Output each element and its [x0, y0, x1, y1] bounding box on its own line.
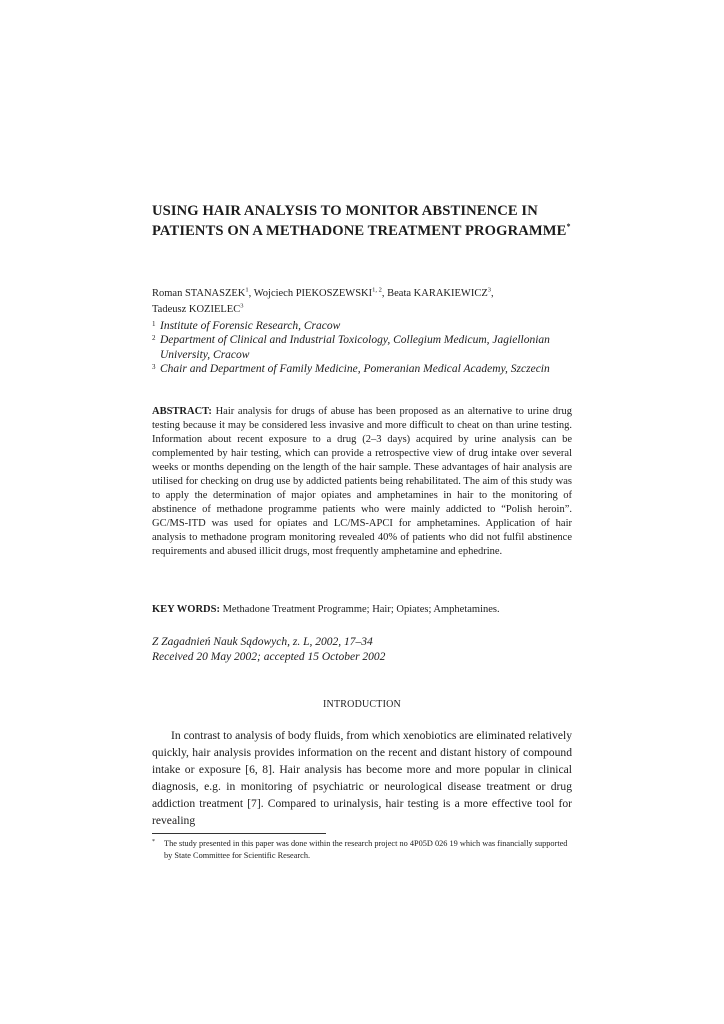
- title-footnote-mark: *: [566, 222, 571, 232]
- abstract: [152, 405, 572, 560]
- abstract-label: ABSTRACT:: [152, 406, 212, 417]
- received-dates: Received 20 May 2002; accepted 15 October 2002: [152, 651, 386, 663]
- keywords-text: Methadone Treatment Programme; Hair; Opiates; Amphetamines.: [222, 604, 500, 615]
- footnote-mark: *: [152, 839, 155, 845]
- author-list: [152, 286, 572, 318]
- footnote: [152, 838, 572, 862]
- journal-citation: Z Zagadnień Nauk Sądowych, z. L, 2002, 17–34: [152, 636, 373, 648]
- affiliation-item: 3 Chair and Department of Family Medicine, Pomeranian Medical Academy, Szczecin: [152, 362, 550, 375]
- author: Roman STANASZEK$^1$,: [152, 286, 254, 299]
- affiliation-item: 2 Department of Clinical and Industrial Toxicology, Collegium Medicum, Jagiellonian University, Cracow: [152, 334, 550, 361]
- keywords-label: KEY WORDS:: [152, 604, 220, 615]
- author: Tadeusz KOZIELEC$^3$: [152, 302, 244, 315]
- keywords: [152, 603, 572, 617]
- footnote-text: The study presented in this paper was done within the research project no 4P05D 026 19 which was financially supported by State Committee for Scientific Research.: [164, 839, 568, 860]
- section-heading: INTRODUCTION: [323, 699, 401, 710]
- abstract-text: Hair analysis for drugs of abuse has been proposed as an alternative to urine drug testing because it may be considered less invasive and more difficult to cheat on than urine testing. Information about recent exposure to a drug (2–3 days) acquired by urine analysis can be complemented by hair testing, which can provide a retrospective view of drug intake over several weeks or months depending on the length of the hair sample. These advantages of hair analysis are utilised for checking on drug use by addicted patients being rehabilitated. The aim of this study was to apply the determination of major opiates and amphetamines in hair to the monitoring of abstinence of methadone programme patients who were mainly addicted to “Polish heroin”. GC/MS-ITD was used for opiates and LC/MS-APCI for amphetamines. Application of hair analysis to methadone program monitoring revealed 40% of patients who did not fulfil abstinence requirements and abused illicit drugs, most frequently amphetamine and ephedrine.: [152, 406, 573, 558]
- paper-title: USING HAIR ANALYSIS TO MONITOR ABSTINENCE IN PATIENTS ON A METHADONE TREATMENT PROGRAMME*: [152, 203, 571, 239]
- affiliation-item: 1 Institute of Forensic Research, Cracow: [152, 320, 341, 332]
- author: Beata KARAKIEWICZ$^3$,: [387, 286, 494, 299]
- author: Wojciech PIEKOSZEWSKI$^{1, 2}$,: [253, 286, 388, 299]
- affiliation-list: [152, 319, 572, 376]
- citation-block: [152, 635, 572, 665]
- body-paragraph: In contrast to analysis of body fluids, from which xenobiotics are eliminated relatively quickly, hair analysis provides information on the recent and distant history of compound intake or exposure [6, 8]. Hair analysis has become more and more popular in clinical diagnosis, e.g. in monitoring of psychiatric or neurological disease treatment or drug addiction treatment [7]. Compared to urinalysis, hair testing is a more effective tool for revealing: [152, 729, 572, 828]
- footnote-divider: [152, 833, 326, 834]
